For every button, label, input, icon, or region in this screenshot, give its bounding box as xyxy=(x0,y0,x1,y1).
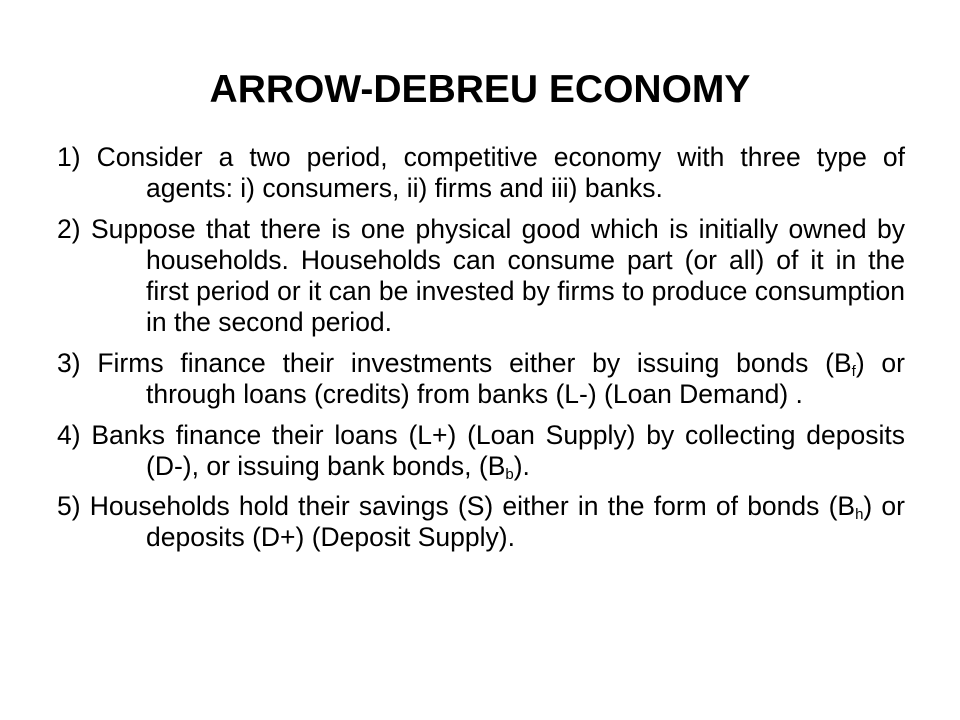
point-list xyxy=(57,142,905,563)
point-4-text-after: ). xyxy=(513,451,530,481)
point-4 xyxy=(57,420,905,482)
point-1-text: 1) Consider a two period, competitive economy with three type of agents: i) consumers, ii) firms and iii) banks. xyxy=(57,142,905,203)
point-5-subscript: h xyxy=(855,506,864,523)
point-2-text: 2) Suppose that there is one physical good which is initially owned by households. Households can consume part (or all) of it in the first period or it can be invested by firms to produce consumption in the second period. xyxy=(57,214,905,337)
point-5-text-after: ) or deposits (D+) (Deposit Supply). xyxy=(146,491,905,552)
slide-title: ARROW-DEBREU ECONOMY xyxy=(209,68,751,111)
point-4-subscript: b xyxy=(505,466,514,483)
point-3-subscript: f xyxy=(851,363,856,380)
point-1 xyxy=(57,142,905,204)
point-5 xyxy=(57,491,905,553)
point-3-text-after: ) or through loans (credits) from banks (L-) (Loan Demand) . xyxy=(146,348,905,409)
point-2 xyxy=(57,214,905,338)
point-5-text-before: 5) Households hold their savings (S) either in the form of bonds (B xyxy=(57,491,856,521)
point-3-text-before: 3) Firms finance their investments either by issuing bonds (B xyxy=(57,348,852,378)
point-3 xyxy=(57,348,905,410)
point-4-text-before: 4) Banks finance their loans (L+) (Loan Supply) by collecting deposits (D-), or issuing bank bonds, (B xyxy=(57,420,905,481)
